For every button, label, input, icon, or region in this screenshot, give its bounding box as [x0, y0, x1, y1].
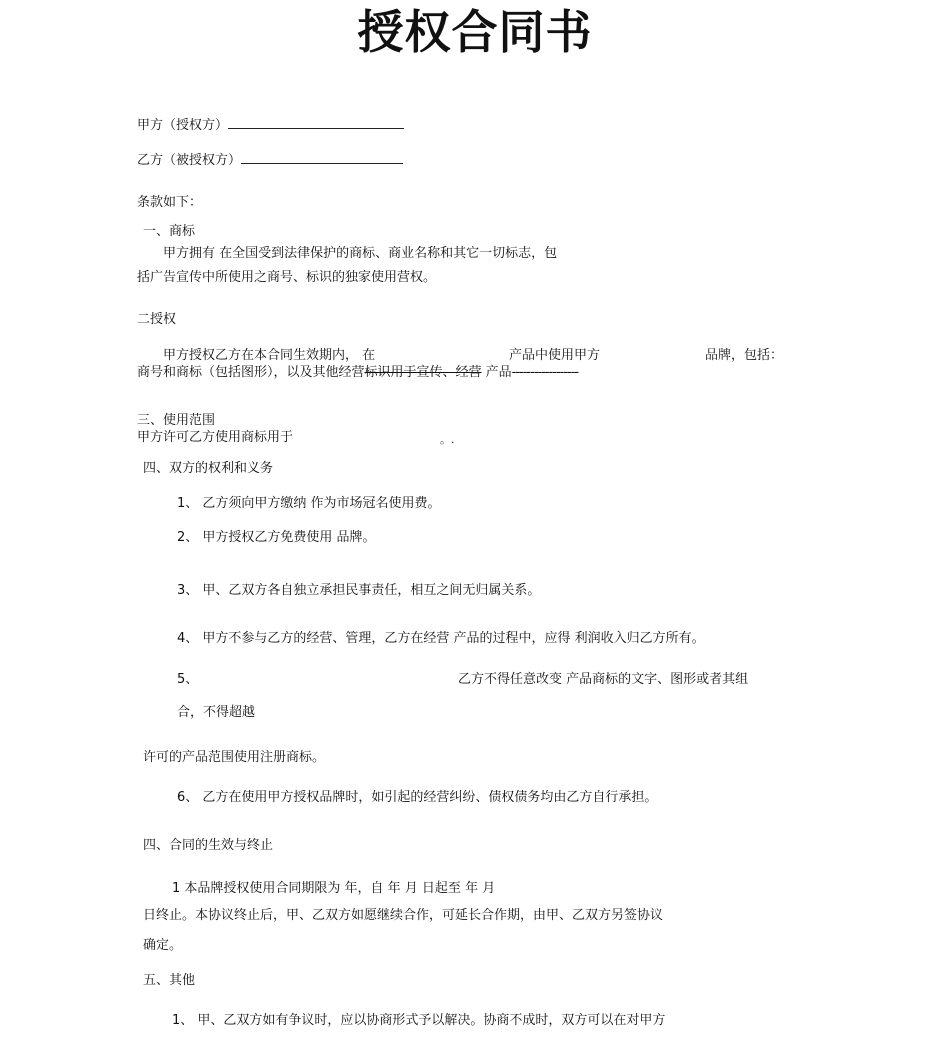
section4-item4: 4、 甲方不参与乙方的经营、管理，乙方在经营 产品的过程中，应得 利润收入归乙方所有。 [177, 631, 705, 646]
party-b-line [137, 151, 403, 169]
section4-item5-number: 5、 [177, 672, 199, 687]
section5-line1: 1 本品牌授权使用合同期限为 年，自 年 月 日起至 年 月 [172, 881, 496, 896]
section6-heading: 五、其他 [143, 973, 196, 988]
section3-line1: 甲方许可乙方使用商标用于 [137, 430, 294, 445]
document-title: 授权合同书 [357, 5, 593, 59]
party-a-blank[interactable] [228, 116, 404, 129]
section2-line2-dashes: ------------------ [511, 365, 579, 380]
section6-item1: 1、 甲、乙双方如有争议时，应以协商形式予以解决。协商不成时，双方可以在对甲方 [172, 1013, 666, 1028]
party-a-label: 甲方（授权方） [137, 118, 229, 133]
section1-line1: 甲方拥有 在全国受到法律保护的商标、商业名称和其它一切标志，包 [163, 246, 558, 261]
intro-text: 条款如下： [137, 195, 203, 210]
section4-item6: 6、 乙方在使用甲方授权品牌时，如引起的经营纠纷、债权债务均由乙方自行承担。 [177, 790, 658, 805]
section1-line2: 括广告宣传中所使用之商号、标识的独家使用营权。 [137, 270, 437, 285]
section5-line3: 确定。 [143, 938, 183, 953]
section5-line2: 日终止。本协议终止后，甲、乙双方如愿继续合作，可延长合作期，由甲、乙双方另签协议 [143, 908, 664, 923]
party-b-label: 乙方（被授权方） [137, 153, 242, 168]
section4-item1: 1、 乙方须向甲方缴纳 作为市场冠名使用费。 [177, 496, 441, 511]
section1-heading: 一、商标 [143, 224, 196, 239]
section3-line1-end: 。. [440, 433, 455, 446]
section2-heading: 二授权 [137, 312, 177, 327]
section4-item5-continued2: 许可的产品范围使用注册商标。 [143, 750, 326, 765]
section2-line2 [137, 365, 578, 381]
section4-item5-text: 乙方不得任意改变 产品商标的文字、图形或者其组 [458, 672, 749, 687]
section2-line2-struck: 标识用于宣传、经营 [364, 365, 482, 380]
section2-line1-a: 甲方授权乙方在本合同生效期内， 在 [163, 348, 376, 363]
section4-item5-continued: 合，不得超越 [177, 705, 256, 720]
section2-line1-c: 品牌，包括： [705, 348, 784, 363]
section4-heading: 四、双方的权利和义务 [143, 461, 274, 476]
section5-heading: 四、合同的生效与终止 [143, 838, 274, 853]
section4-item2: 2、 甲方授权乙方免费使用 品牌。 [177, 530, 376, 545]
party-a-line [137, 116, 404, 134]
party-b-blank[interactable] [241, 151, 403, 164]
section2-line2-a: 商号和商标（包括图形），以及其他经营 [137, 365, 365, 380]
section3-heading: 三、使用范围 [137, 413, 216, 428]
section2-line1-b: 产品中使用甲方 [509, 348, 601, 363]
section2-line2-c: 产品 [481, 365, 512, 380]
section4-item3: 3、 甲、乙双方各自独立承担民事责任，相互之间无归属关系。 [177, 583, 541, 598]
